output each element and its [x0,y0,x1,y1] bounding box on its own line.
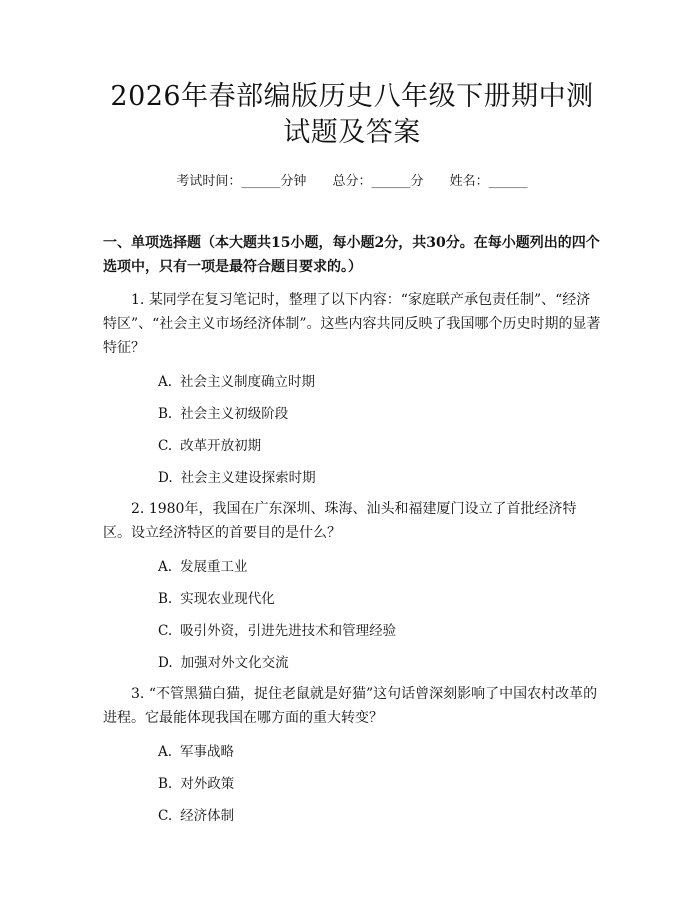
option [103,436,601,456]
option-text: 社会主义初级阶段 [180,406,289,422]
option-text: 社会主义制度确立时期 [180,374,316,390]
option-letter: D. [158,655,173,671]
option [103,404,601,424]
option-letter: A. [158,374,173,390]
exam-meta [103,170,601,189]
option-letter: B. [158,591,173,607]
question-block [103,682,601,826]
option-text: 发展重工业 [180,559,248,575]
section-heading: 一、单项选择题（本大题共15小题，每小题2分，共30分。在每小题列出的四个选项中，只有一项是最符合题目要求的。） [103,235,600,275]
option-letter: B. [158,776,173,792]
option-text: 实现农业现代化 [180,591,275,607]
option [103,557,601,577]
question-number: 1. [131,292,145,308]
question-block [103,288,601,488]
option-letter: A. [158,559,173,575]
question-number: 3. [131,686,145,702]
exam-time: 考试时间：______分钟 [176,174,307,189]
option [103,589,601,609]
option [103,774,601,794]
question-body: “不管黑猫白猫，捉住老鼠就是好猫”这句话曾深刻影响了中国农村改革的进程。它最能体现我国在哪方面的重大转变？ [103,686,598,726]
option-text: 对外政策 [180,776,235,792]
option-text: 经济体制 [180,808,235,824]
option-letter: B. [158,406,173,422]
option-text: 军事战略 [180,744,235,760]
page-title: 2026年春部编版历史八年级下册期中测试题及答案 [110,81,594,148]
question-text [103,682,601,730]
option [103,372,601,392]
option-letter: C. [158,623,173,639]
option-letter: C. [158,808,173,824]
question-block [103,497,601,673]
total-score: 总分：______分 [332,174,424,189]
question-body: 某同学在复习笔记时，整理了以下内容：“家庭联产承包责任制”、“经济特区”、“社会主义市场经济体制”。这些内容共同反映了我国哪个历史时期的显著特征？ [103,292,601,356]
option-text: 社会主义建设探索时期 [180,470,316,486]
option-text: 改革开放初期 [180,438,262,454]
option-letter: D. [158,470,173,486]
option [103,806,601,826]
option-list [103,742,601,826]
option-text: 加强对外文化交流 [180,655,289,671]
question-body: 1980年，我国在广东深圳、珠海、汕头和福建厦门设立了首批经济特区。设立经济特区的首要目的是什么？ [103,501,577,541]
question-number: 2. [131,501,145,517]
option-text: 吸引外资，引进先进技术和管理经验 [180,623,397,639]
option [103,653,601,673]
student-name: 姓名：______ [449,174,528,189]
question-text [103,288,601,360]
option [103,468,601,488]
option-letter: C. [158,438,173,454]
option [103,742,601,762]
option-list [103,372,601,488]
option [103,621,601,641]
option-list [103,557,601,673]
question-text [103,497,601,545]
option-letter: A. [158,744,173,760]
